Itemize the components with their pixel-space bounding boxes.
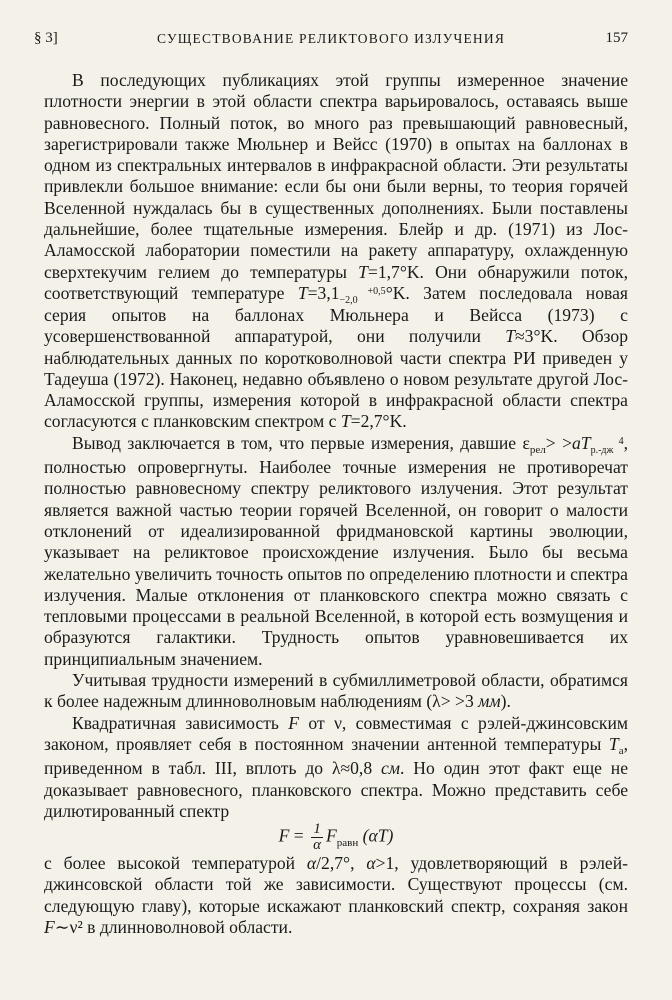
paragraph-4: Квадратичная зависимость F от ν, совместимая с рэлей-джинсовским законом, проявляет себя в постоянном значении антенной температуры $T_а$, приведенном в табл. III, вплоть до λ≈0,8 см. Но один этот факт еще не доказывает равновесного, планковского спектра. Можно представить себе дилютированный спектр (44, 712, 628, 821)
paragraph-2: Вывод заключается в том, что первые измерения, давшие $\varepsilon_{рел}> >aT$ 4 р.-дж , полностью опровергнуты. Наиболее точные измерения не противоречат полностью равновесному спектру реликтового излучения. Этот результат является важной частью теории горячей Вселенной, он говорит о малости отклонений от идеализированной фридмановской картины эволюции, указывает на реликтовое происхождение излучения. Было бы весьма желательно увеличить точность опытов по определению плотности и спектра излучения. Малые отклонения от планковского спектра можно связать с тепловыми процессами в реальной Вселенной, в которой есть возмущения и образуются галактики. Трудность опытов уравновешивается их принципиальным значением. (44, 432, 628, 669)
page-number: 157 (605, 30, 628, 46)
running-title: СУЩЕСТВОВАНИЕ РЕЛИКТОВОГО ИЗЛУЧЕНИЯ (156, 31, 506, 46)
page-header (34, 30, 628, 52)
paragraph-3: Учитывая трудности измерений в субмиллиметровой области, обратимся к более надежным длинноволновым наблюдениям (λ> >3 мм). (44, 670, 628, 712)
error-bounds: +0,5 −2,0 (339, 285, 386, 306)
page-body (44, 70, 628, 938)
paragraph-1: В последующих публикациях этой группы измеренное значение плотности энергии в этой области спектра варьировалось, оставаясь выше равновесного. Полный поток, во много раз превышающий равновесный, зарегистрировали также Мюльнер и Вейсс (1970) в опытах на баллонах в одном из спектральных интервалов в инфракрасной области. Эти результаты привлекли большое внимание: если бы они были верны, то теория горячей Вселенной нуждалась бы в существенных дополнениях. Были поставлены дальнейшие, более тщательные измерения. Блейр и др. (1971) из Лос-Аламосской лаборатории поместили на ракету аппаратуру, охлажденную сверхтекучим гелием до температуры T=1,7°K. Они обнаружили поток, соответствующий температуре T=3,1 +0,5 −2,0 °K. Затем последовала новая серия опытов на баллонах Мюльнера и Вейсса (1973) с усовершенствованной аппаратурой, они получили T≈3°K. Обзор наблюдательных данных по коротковолновой части спектра РИ приведен у Тадеуша (1972). Наконец, недавно объявлено о новом результате другой Лос-Аламосской группы, измерения которой в инфракрасной области спектра согласуются с планковским спектром с T=2,7°K. (44, 70, 628, 432)
section-number: § 3] (34, 30, 58, 46)
fraction: $\frac{1}{\alpha}$ (313, 821, 321, 854)
formula: F = $\frac{1}{\alpha}$ $F_{равн}$ (αT) (278, 821, 394, 854)
paragraph-5: с более высокой температурой α/2,7°, α>1, удовлетворяющий в рэлей-джинсовской области той же зависимости. Существуют процессы (см. следующую главу), которые искажают планковский спектр, сохраняя закон F∼ν² в длинноволновой области. (44, 853, 629, 937)
